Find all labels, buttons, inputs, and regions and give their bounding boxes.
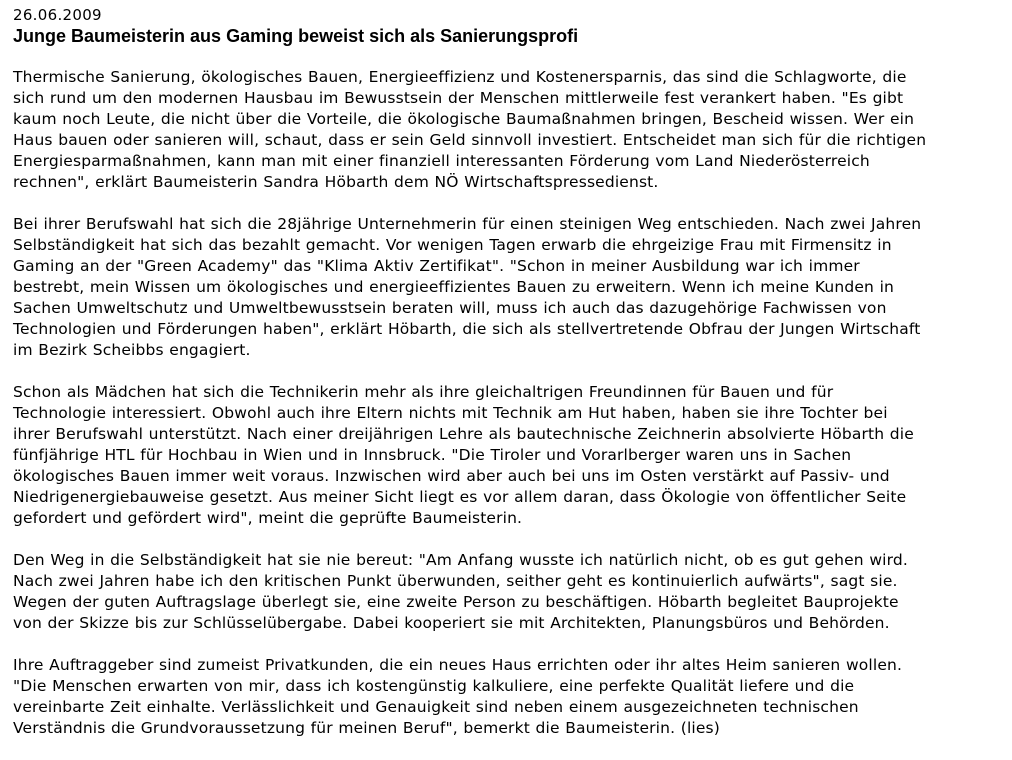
article-headline: Junge Baumeisterin aus Gaming beweist sich als Sanierungsprofi bbox=[13, 26, 579, 46]
paragraph-line: ihrer Berufswahl unterstützt. Nach einer dreijährigen Lehre als bautechnische Zeichnerin absolvierte Höbarth die bbox=[13, 425, 914, 443]
paragraph-line: Energiesparmaßnahmen, kann man mit einer finanziell interessanten Förderung vom Land Niederösterreich bbox=[13, 152, 870, 170]
paragraph-line: Selbständigkeit hat sich das bezahlt gemacht. Vor wenigen Tagen erwarb die ehrgeizige Frau mit Firmensitz in bbox=[13, 236, 892, 254]
paragraph-line: Gaming an der "Green Academy" das "Klima Aktiv Zertifikat". "Schon in meiner Ausbildung war ich immer bbox=[13, 257, 860, 275]
paragraph-line: Haus bauen oder sanieren will, schaut, dass er sein Geld sinnvoll investiert. Entscheidet man sich für die richtigen bbox=[13, 131, 927, 149]
paragraph-line: kaum noch Leute, die nicht über die Vorteile, die ökologische Baumaßnahmen bringen, Bescheid wissen. Wer ein bbox=[13, 110, 915, 128]
paragraph-line: Nach zwei Jahren habe ich den kritischen Punkt überwunden, seither geht es kontinuierlich aufwärts", sagt sie. bbox=[13, 572, 898, 590]
article-date: 26.06.2009 bbox=[13, 6, 102, 24]
paragraph-1 bbox=[13, 67, 1008, 193]
paragraph-line: Bei ihrer Berufswahl hat sich die 28jährige Unternehmerin für einen steinigen Weg entschieden. Nach zwei Jahren bbox=[13, 215, 922, 233]
paragraph-line: Thermische Sanierung, ökologisches Bauen, Energieeffizienz und Kostenersparnis, das sind die Schlagworte, die bbox=[13, 68, 907, 86]
paragraph-5 bbox=[13, 655, 1008, 739]
paragraph-line: im Bezirk Scheibbs engagiert. bbox=[13, 341, 251, 359]
paragraph-line: Ihre Auftraggeber sind zumeist Privatkunden, die ein neues Haus errichten oder ihr altes Heim sanieren wollen. bbox=[13, 656, 903, 674]
paragraph-line: Niedrigenergiebauweise gesetzt. Aus meiner Sicht liegt es vor allem daran, dass Ökologie von öffentlicher Seite bbox=[13, 488, 907, 506]
paragraph-line: rechnen", erklärt Baumeisterin Sandra Höbarth dem NÖ Wirtschaftspressedienst. bbox=[13, 173, 659, 191]
article bbox=[13, 6, 1008, 760]
paragraph-line: ökologisches Bauen immer weit voraus. Inzwischen wird aber auch bei uns im Osten verstärkt auf Passiv- und bbox=[13, 467, 890, 485]
paragraph-line: Technologie interessiert. Obwohl auch ihre Eltern nichts mit Technik am Hut haben, haben sie ihre Tochter bei bbox=[13, 404, 888, 422]
paragraph-line: "Die Menschen erwarten von mir, dass ich kostengünstig kalkuliere, eine perfekte Qualität liefere und die bbox=[13, 677, 855, 695]
paragraph-line: Technologien und Förderungen haben", erklärt Höbarth, die sich als stellvertretende Obfrau der Jungen Wirtschaft bbox=[13, 320, 921, 338]
paragraph-line: sich rund um den modernen Hausbau im Bewusstsein der Menschen mittlerweile fest verankert haben. "Es gibt bbox=[13, 89, 904, 107]
paragraph-line: gefordert und gefördert wird", meint die geprüfte Baumeisterin. bbox=[13, 509, 523, 527]
paragraph-line: Den Weg in die Selbständigkeit hat sie nie bereut: "Am Anfang wusste ich natürlich nicht, ob es gut gehen wird. bbox=[13, 551, 908, 569]
paragraph-line: bestrebt, mein Wissen um ökologisches und energieeffizientes Bauen zu erweitern. Wenn ich meine Kunden in bbox=[13, 278, 895, 296]
paragraph-line: Sachen Umweltschutz und Umweltbewusstsein beraten will, muss ich auch das dazugehörige Fachwissen von bbox=[13, 299, 887, 317]
paragraph-3 bbox=[13, 382, 1008, 529]
paragraph-line: von der Skizze bis zur Schlüsselübergabe. Dabei kooperiert sie mit Architekten, Planungsbüros und Behörden. bbox=[13, 614, 890, 632]
paragraph-2 bbox=[13, 214, 1008, 361]
paragraph-line: Schon als Mädchen hat sich die Technikerin mehr als ihre gleichaltrigen Freundinnen für Bauen und für bbox=[13, 383, 834, 401]
paragraph-line: Wegen der guten Auftragslage überlegt sie, eine zweite Person zu beschäftigen. Höbarth begleitet Bauprojekte bbox=[13, 593, 899, 611]
paragraph-line: Verständnis die Grundvoraussetzung für meinen Beruf", bemerkt die Baumeisterin. (lies) bbox=[13, 719, 720, 737]
paragraph-line: fünfjährige HTL für Hochbau in Wien und in Innsbruck. "Die Tiroler und Vorarlberger waren uns in Sachen bbox=[13, 446, 852, 464]
paragraph-line: vereinbarte Zeit einhalte. Verlässlichkeit und Genauigkeit sind neben einem ausgezeichneten technischen bbox=[13, 698, 859, 716]
paragraph-4 bbox=[13, 550, 1008, 634]
